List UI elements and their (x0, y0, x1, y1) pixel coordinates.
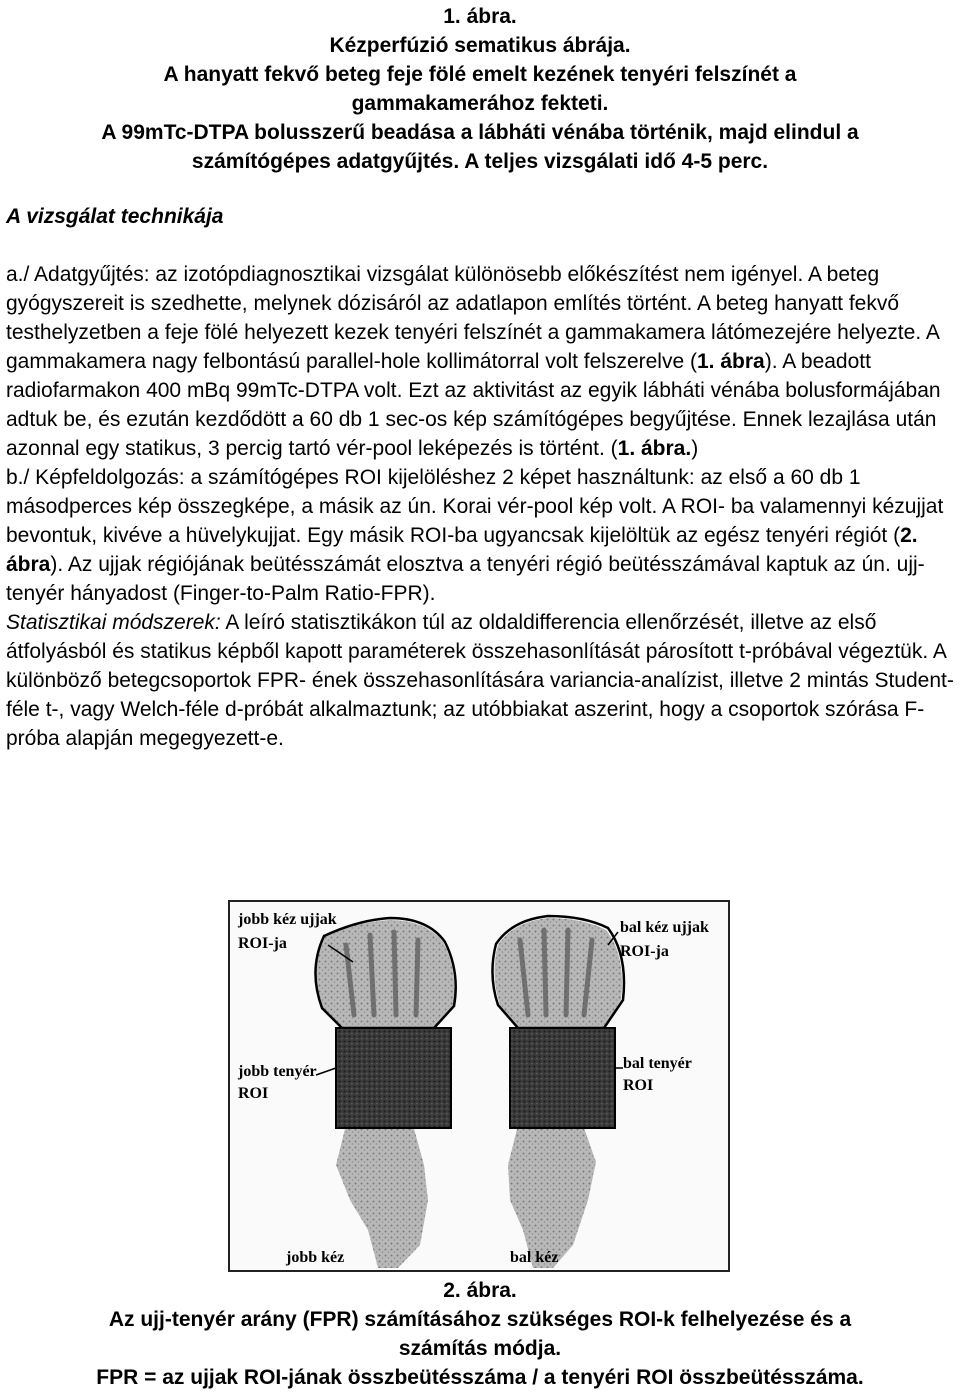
statistics-label: Statisztikai módszerek: (6, 611, 221, 634)
figure1-caption-line: számítógépes adatgyűjtés. A teljes vizsgálati idő 4-5 perc. (191, 150, 769, 173)
body-text (6, 260, 956, 753)
right-fingers-shape (316, 920, 455, 1028)
right-palm-roi (336, 1028, 451, 1128)
figure2-formula: FPR = az ujjak ROI-jának összbeütésszáma / a tenyéri ROI összbeütésszáma. (96, 1366, 864, 1389)
paragraph-text: A leíró statisztikákon túl az oldaldifferencia ellenőrzését, illetve az első átfolyásból és statikus képből kapott paraméterek összehasonlítását párosított t-próbával végeztük. A különböző betegcsoportok FPR- ének összehasonlítására variancia-analízist, illetve 2 mintás Student-féle t-, vagy Welch-féle d-próbát alkalmaztunk; az utóbbiakat aszerint, hogy a csoportok szórása F-próba alapján megegyezett-e. (6, 611, 954, 750)
left-fingers-shape (494, 918, 622, 1028)
paragraph-text: ) (691, 437, 699, 460)
figure-reference: 1. ábra (696, 350, 765, 373)
figure2-caption (0, 1276, 960, 1392)
paragraph-text: b./ Képfeldolgozás: a számítógépes ROI kijelöléshez 2 képet használtunk: az első a 60 db 1 másodperces kép összegképe, a másik az ún. Korai vér-pool kép volt. A ROI- ba valamennyi kézujjat bevontuk, kivéve a hüvelykujjat. Egy másik ROI-ba ugyancsak kijelöltük az egész tenyéri régiót ( (6, 466, 944, 547)
hand-scintigram-figure (228, 900, 730, 1272)
figure-reference: 2. ábra (6, 524, 918, 576)
figure-reference: 1. ábra. (617, 437, 692, 460)
label-right-palm-roi: ROI (238, 1085, 269, 1102)
figure2-caption-line: számítás módja. (398, 1337, 562, 1360)
paragraph-adatgyujtes (6, 260, 956, 463)
figure1-caption-line: Kézperfúzió sematikus ábrája. (329, 34, 631, 57)
label-left-fingers-roi: bal kéz ujjak (620, 919, 709, 936)
figure1-caption (0, 2, 960, 176)
section-heading: A vizsgálat technikája (6, 205, 224, 228)
figure1-caption-line: A hanyatt fekvő beteg feje fölé emelt kezének tenyéri felszínét a (163, 63, 797, 86)
figure1-caption-line: gammakamerához fekteti. (351, 92, 609, 115)
label-right-fingers-roi: ROI-ja (238, 935, 287, 952)
label-right-palm-roi: jobb tenyér (238, 1063, 317, 1080)
figure1-number: 1. ábra. (443, 5, 517, 28)
label-right-hand: jobb kéz (286, 1249, 345, 1266)
paragraph-statisztika (6, 608, 956, 753)
paragraph-kepfeldolgozas (6, 463, 956, 608)
paragraph-text: ). Az ujjak régiójának beütésszámát elosztva a tenyéri régió beütésszámával kaptuk az ún. ujj-tenyér hányadost (Finger-to-Palm Ratio-FPR). (6, 553, 925, 605)
figure2-number: 2. ábra. (443, 1279, 517, 1302)
paragraph-text: a./ Adatgyűjtés: az izotópdiagnosztikai vizsgálat különösebb előkészítést nem igényel. A beteg gyógyszereit is szedhette, melynek dózisáról az adatlapon említés történt. A beteg hanyatt fekvő testhelyzetben a feje fölé helyezett kezek tenyéri felszínét a gammakamera látómezejére helyezte. A gammakamera nagy felbontású parallel-hole kollimátorral volt felszerelve ( (6, 263, 939, 373)
label-right-fingers-roi: jobb kéz ujjak (238, 911, 337, 928)
label-left-fingers-roi: ROI-ja (620, 943, 669, 960)
figure2-caption-line: Az ujj-tenyér arány (FPR) számításához szükséges ROI-k felhelyezése és a (108, 1308, 852, 1331)
label-left-palm-roi: bal tenyér (623, 1055, 692, 1072)
label-left-hand: bal kéz (510, 1249, 559, 1266)
left-palm-roi (510, 1028, 615, 1128)
figure1-caption-line: A 99mTc-DTPA bolusszerű beadása a lábháti vénába történik, majd elindul a (101, 121, 859, 144)
paragraph-text: ). A beadott radiofarmakon 400 mBq 99mTc-DTPA volt. Ezt az aktivitást az egyik lábháti vénába bolusformájában adtuk be, és ezután kezdődött a 60 db 1 sec-os kép számítógépes begyűjtése. Ennek lezajlása után azonnal egy statikus, 3 percig tartó vér-pool leképezés is történt. ( (6, 350, 941, 460)
label-left-palm-roi: ROI (623, 1077, 654, 1094)
